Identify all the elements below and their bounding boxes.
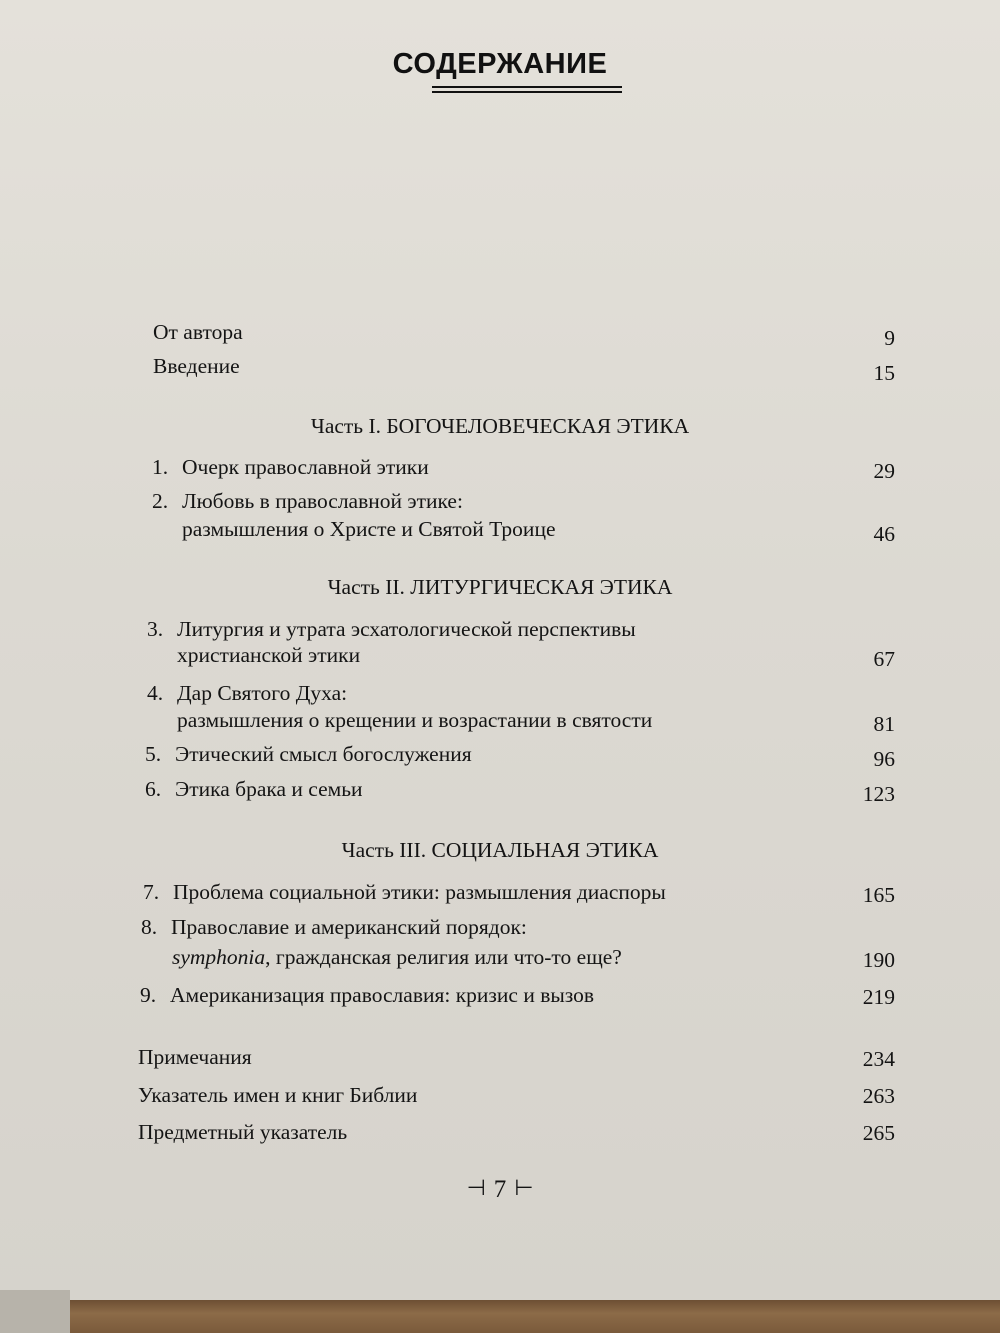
folio-number: 7: [493, 1176, 507, 1203]
chapter-3-page: 67: [873, 647, 895, 671]
chapter-title-line-1: Литургия и утрата эсхатологической перспективы: [177, 617, 636, 641]
chapter-9-page: 219: [862, 985, 895, 1009]
chapter-number: 6.: [145, 777, 162, 801]
folio-left-ornament: ⊣: [466, 1176, 486, 1201]
chapter-1-page: 29: [873, 459, 895, 483]
chapter-title: Американизация православия: кризис и вызов: [170, 983, 595, 1007]
title-underline-2: [432, 91, 622, 93]
toc-entry-introduction: Введение: [153, 354, 240, 378]
chapter-5-page: 96: [873, 747, 895, 771]
chapter-8-page: 190: [862, 948, 895, 972]
chapter-7-page: 165: [862, 883, 895, 907]
part-heading-1: [0, 414, 1000, 439]
chapter-title-line-1: Православие и американский порядок:: [171, 915, 527, 939]
chapter-number: 4.: [147, 681, 164, 705]
chapter-2: [152, 489, 463, 514]
chapter-title: Проблема социальной этики: размышления диаспоры: [173, 880, 666, 904]
chapter-3: [147, 617, 636, 642]
toc-page-subject-index: 265: [862, 1121, 895, 1145]
chapter-title: Этический смысл богослужения: [175, 742, 472, 766]
toc-entry-name-index: Указатель имен и книг Библии: [138, 1083, 418, 1107]
part-heading-3: [0, 838, 1000, 863]
folio-right-ornament: ⊢: [514, 1176, 534, 1201]
chapter-7: [143, 880, 666, 905]
part-prefix: Часть III.: [341, 838, 427, 862]
chapter-number: 7.: [143, 880, 160, 904]
italic-term: symphonia: [172, 945, 266, 969]
toc-page-name-index: 263: [862, 1084, 895, 1108]
chapter-4: [147, 681, 347, 706]
chapter-8-line-2: [172, 945, 622, 970]
chapter-number: 1.: [152, 455, 169, 479]
chapter-title-line-2-rest: , гражданская религия или что-то еще?: [265, 945, 622, 969]
toc-page-notes: 234: [862, 1047, 895, 1071]
chapter-number: 5.: [145, 742, 162, 766]
chapter-number: 8.: [141, 915, 158, 939]
table-surface: [0, 1300, 1000, 1333]
chapter-title-line-1: Дар Святого Духа:: [177, 681, 348, 705]
part-title: ЛИТУРГИЧЕСКАЯ ЭТИКА: [410, 575, 673, 599]
part-heading-2: [0, 575, 1000, 600]
chapter-1: [152, 455, 429, 480]
chapter-9: [140, 983, 594, 1008]
chapter-title: Этика брака и семьи: [175, 777, 363, 801]
chapter-number: 3.: [147, 617, 164, 641]
part-prefix: Часть I.: [310, 414, 382, 438]
page-stack-edge: [0, 1290, 70, 1333]
part-title: БОГОЧЕЛОВЕЧЕСКАЯ ЭТИКА: [386, 414, 690, 438]
chapter-2-page: 46: [873, 522, 895, 546]
chapter-title: Очерк православной этики: [182, 455, 429, 479]
toc-entry-subject-index: Предметный указатель: [138, 1120, 348, 1144]
page-number: [0, 1176, 1000, 1204]
chapter-2-line-2: размышления о Христе и Святой Троице: [182, 517, 556, 541]
chapter-5: [145, 742, 472, 767]
toc-page-introduction: 15: [873, 361, 895, 385]
title-underline-1: [432, 86, 622, 88]
toc-entry-author-note: От автора: [153, 320, 243, 344]
chapter-3-line-2: христианской этики: [177, 643, 361, 667]
chapter-6-page: 123: [862, 782, 895, 806]
chapter-title-line-1: Любовь в православной этике:: [182, 489, 463, 513]
part-title: СОЦИАЛЬНАЯ ЭТИКА: [431, 838, 659, 862]
toc-entry-notes: Примечания: [138, 1045, 252, 1069]
page-title: СОДЕРЖАНИЕ: [392, 48, 608, 80]
chapter-4-line-2: размышления о крещении и возрастании в святости: [177, 708, 653, 732]
chapter-number: 9.: [140, 983, 157, 1007]
part-prefix: Часть II.: [327, 575, 405, 599]
toc-page-author-note: 9: [884, 326, 895, 350]
chapter-8: [141, 915, 527, 940]
chapter-4-page: 81: [873, 712, 895, 736]
chapter-6: [145, 777, 363, 802]
chapter-number: 2.: [152, 489, 169, 513]
